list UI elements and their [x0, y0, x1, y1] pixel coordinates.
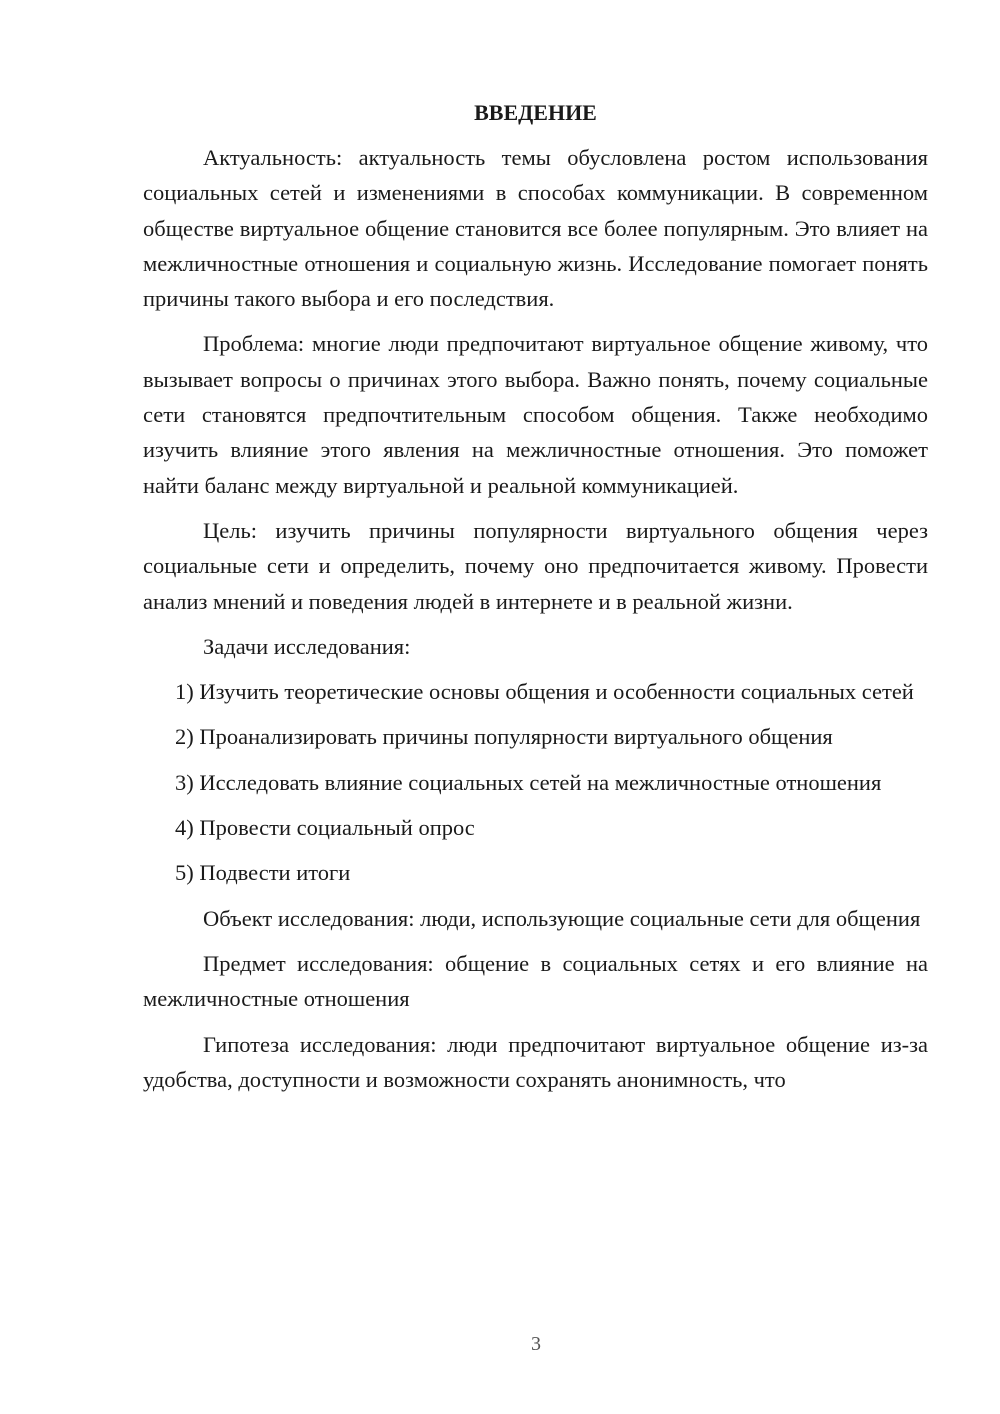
task-item: 1) Изучить теоретические основы общения и особенности социальных сетей — [175, 679, 914, 705]
hypothesis-paragraph: Гипотеза исследования: люди предпочитают виртуальное общение из-за удобства, доступности и возможности сохранять анонимность, что — [143, 1031, 928, 1092]
page-number: 3 — [531, 1333, 541, 1355]
task-item: 5) Подвести итоги — [175, 860, 351, 886]
task-item: 2) Проанализировать причины популярности виртуального общения — [175, 724, 833, 750]
goal-paragraph: Цель: изучить причины популярности виртуального общения через социальные сети и определить, почему оно предпочитается живому. Провести анализ мнений и поведения людей в интернете и в реальной жизни. — [143, 517, 928, 614]
task-item: 4) Провести социальный опрос — [175, 815, 475, 841]
object-paragraph: Объект исследования: люди, использующие социальные сети для общения — [203, 905, 921, 931]
relevance-paragraph: Актуальность: актуальность темы обусловлена ростом использования социальных сетей и изменениями в способах коммуникации. В современном обществе виртуальное общение становится все более популярным. Это влияет на межличностные отношения и социальную жизнь. Исследование помогает понять причины такого выбора и его последствия. — [143, 145, 928, 312]
tasks-heading: Задачи исследования: — [203, 633, 411, 659]
subject-paragraph: Предмет исследования: общение в социальных сетях и его влияние на межличностные отношения — [143, 950, 928, 1012]
section-title: ВВЕДЕНИЕ — [474, 100, 597, 125]
page-content — [143, 95, 928, 1107]
task-item: 3) Исследовать влияние социальных сетей на межличностные отношения — [175, 769, 882, 795]
problem-paragraph: Проблема: многие люди предпочитают виртуальное общение живому, что вызывает вопросы о причинах этого выбора. Важно понять, почему социальные сети становятся предпочтительным способом общения. Также необходимо изучить влияние этого явления на межличностные отношения. Это поможет найти баланс между виртуальной и реальной коммуникацией. — [143, 331, 928, 498]
